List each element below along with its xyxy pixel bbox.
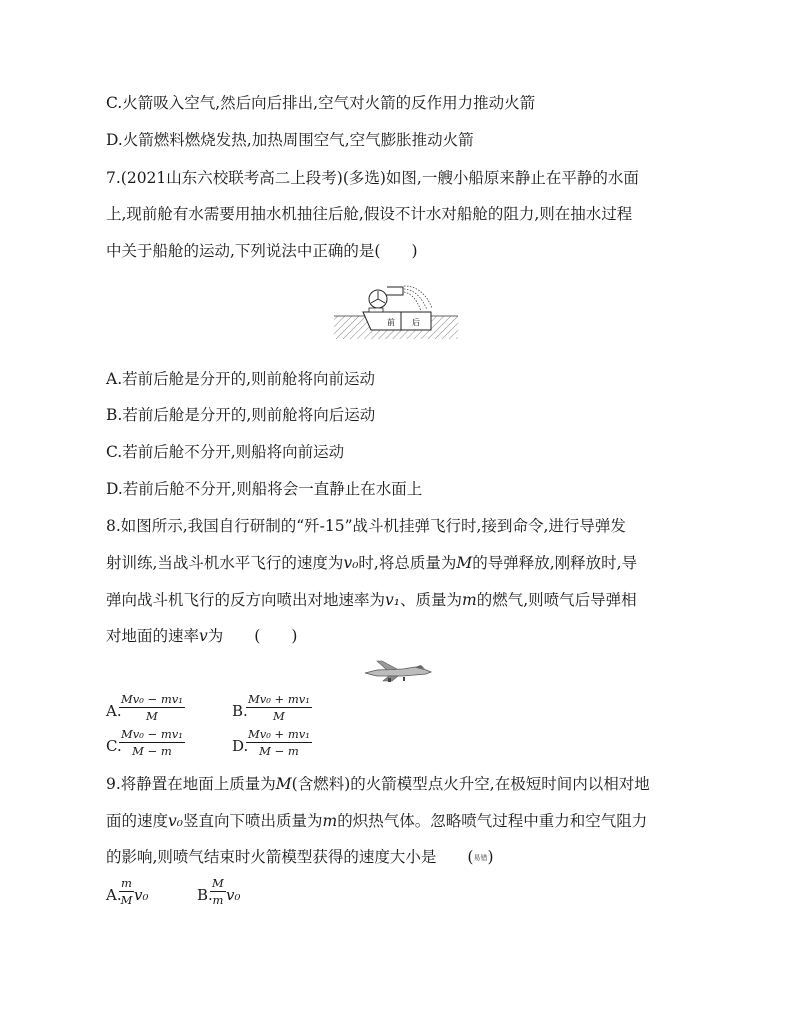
error-prone-tag: 易错 bbox=[473, 854, 488, 862]
q7-option-b: B.若前后舱是分开的,则前舱将向后运动 bbox=[106, 406, 376, 424]
q8-stem-line2: 射训练,当战斗机水平飞行的速度为v₀时,将总质量为M的导弹释放,刚释放时,导 bbox=[106, 554, 638, 572]
q8-stem-line4: 对地面的速率v为 ( ) bbox=[106, 627, 298, 645]
q8-stem-line1: 8.如图所示,我国自行研制的“歼-15”战斗机挂弹飞行时,接到命令,进行导弹发 bbox=[106, 517, 626, 535]
q8-option-a-label: A. bbox=[106, 702, 122, 720]
q9-option-a-label: A. bbox=[106, 886, 122, 904]
front-label: 前 bbox=[387, 318, 395, 327]
q9-option-b-velocity: v₀ bbox=[226, 886, 241, 904]
q9-option-b-label: B. bbox=[197, 886, 213, 904]
q8-option-d-label: D. bbox=[232, 737, 249, 755]
q9-option-a-velocity: v₀ bbox=[134, 886, 149, 904]
q7-option-a: A.若前后舱是分开的,则前舱将向前运动 bbox=[106, 370, 376, 388]
q8-stem-line3: 弹向战斗机飞行的反方向喷出对地速率为v₁、质量为m的燃气,则喷气后导弹相 bbox=[106, 591, 637, 609]
q8-option-b-fraction: $\frac{\text{Mv₀ + mv₁}}{M}$ bbox=[248, 692, 310, 723]
q7-stem-line1: 7.(2021山东六校联考高二上段考)(多选)如图,一艘小船原来静止在平静的水面 bbox=[106, 169, 639, 187]
boat-pump-figure bbox=[333, 278, 459, 340]
q6-option-d: D.火箭燃料燃烧发热,加热周围空气,空气膨胀推动火箭 bbox=[106, 131, 474, 149]
back-label: 后 bbox=[412, 318, 420, 327]
q8-option-a-fraction: $\frac{\text{Mv₀ − mv₁}}{M}$ bbox=[121, 692, 183, 723]
q7-stem-line2: 上,现前舱有水需要用抽水机抽往后舱,假设不计水对船舱的阻力,则在抽水过程 bbox=[106, 205, 633, 223]
q9-option-b-fraction: $\frac{M}{m}$ bbox=[212, 876, 224, 907]
q9-option-a-fraction: $\frac{m}{M}$ bbox=[120, 876, 133, 907]
q9-stem-line2: 面的速度v₀竖直向下喷出质量为m的炽热气体。忽略喷气过程中重力和空气阻力 bbox=[106, 812, 648, 830]
q8-option-c-label: C. bbox=[106, 737, 122, 755]
q8-option-b-label: B. bbox=[232, 702, 248, 720]
fighter-jet-figure bbox=[363, 660, 433, 684]
q9-stem-line1: 9.将静置在地面上质量为M(含燃料)的火箭模型点火升空,在极短时间内以相对地 bbox=[106, 775, 650, 793]
q6-option-c: C.火箭吸入空气,然后向后排出,空气对火箭的反作用力推动火箭 bbox=[106, 94, 536, 112]
q8-option-d-fraction: $\frac{\text{Mv₀ + mv₁}}{M - m}$ bbox=[248, 727, 310, 758]
q9-stem-line3: 的影响,则喷气结束时火箭模型获得的速度大小是 (易错) bbox=[106, 848, 494, 866]
q7-option-c: C.若前后舱不分开,则船将向前运动 bbox=[106, 443, 345, 461]
q8-option-c-fraction: $\frac{\text{Mv₀ − mv₁}}{M - m}$ bbox=[121, 727, 183, 758]
q7-option-d: D.若前后舱不分开,则船将会一直静止在水面上 bbox=[106, 480, 423, 498]
q7-stem-line3: 中关于船舱的运动,下列说法中正确的是( ) bbox=[106, 242, 418, 260]
